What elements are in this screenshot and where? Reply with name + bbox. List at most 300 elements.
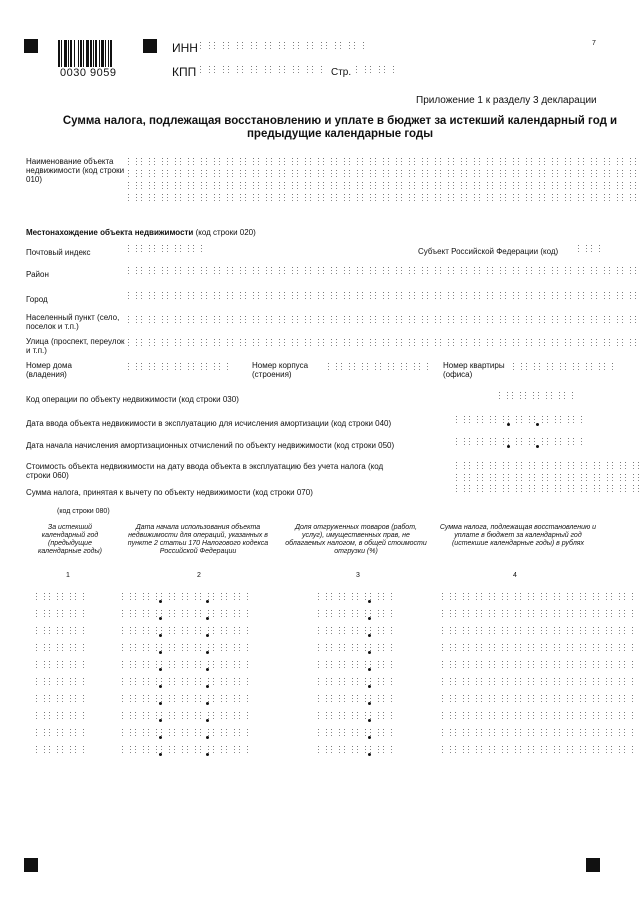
input-cell[interactable] <box>635 158 640 167</box>
input-cell[interactable] <box>624 712 633 726</box>
input-cell[interactable] <box>135 610 144 624</box>
input-cell[interactable] <box>256 42 266 53</box>
input-cell[interactable] <box>520 712 529 726</box>
input-cell[interactable] <box>141 194 150 203</box>
input-cell[interactable] <box>482 485 491 496</box>
input-cell[interactable] <box>135 695 144 709</box>
input-cell[interactable] <box>505 267 514 278</box>
input-cell[interactable] <box>570 339 579 350</box>
input-cell[interactable] <box>531 182 540 191</box>
input-cell[interactable] <box>258 267 267 278</box>
input-cell[interactable] <box>456 416 465 427</box>
input-cell[interactable] <box>622 170 631 179</box>
input-cell[interactable] <box>174 593 183 607</box>
input-cell[interactable] <box>357 661 366 675</box>
input-cell[interactable] <box>271 339 280 350</box>
input-cell[interactable] <box>585 746 594 760</box>
input-cell[interactable] <box>560 416 569 427</box>
input-cell[interactable] <box>362 292 371 303</box>
input-cell[interactable] <box>531 158 540 167</box>
input-cell[interactable] <box>560 485 569 496</box>
input-cell[interactable] <box>232 158 241 167</box>
input-cell[interactable] <box>383 678 392 692</box>
input-cell[interactable] <box>370 695 379 709</box>
input-cell[interactable] <box>370 593 379 607</box>
input-cell[interactable] <box>161 678 170 692</box>
input-cell[interactable] <box>559 729 568 743</box>
input-cell[interactable] <box>599 462 608 471</box>
input-cell[interactable] <box>318 644 327 658</box>
input-cell[interactable] <box>141 292 150 303</box>
input-cell[interactable] <box>598 746 607 760</box>
input-cell[interactable] <box>128 158 137 167</box>
input-cell[interactable] <box>258 158 267 167</box>
input-cell[interactable] <box>318 610 327 624</box>
input-cell[interactable] <box>466 158 475 167</box>
table-column-1-cells[interactable] <box>36 593 84 760</box>
input-cell[interactable] <box>572 746 581 760</box>
input-cell[interactable] <box>624 661 633 675</box>
input-cell[interactable] <box>206 316 215 327</box>
input-cell[interactable] <box>36 729 45 743</box>
input-cell[interactable] <box>624 678 633 692</box>
input-cell[interactable] <box>481 644 490 658</box>
input-cell[interactable] <box>349 194 358 203</box>
input-cell[interactable] <box>585 644 594 658</box>
input-cell[interactable] <box>596 316 605 327</box>
input-cell[interactable] <box>161 746 170 760</box>
input-cell[interactable] <box>62 661 71 675</box>
input-cell[interactable] <box>508 485 517 496</box>
input-cell[interactable] <box>479 182 488 191</box>
input-cell[interactable] <box>270 66 280 77</box>
input-cell[interactable] <box>245 182 254 191</box>
input-cell[interactable] <box>520 695 529 709</box>
input-cell[interactable] <box>62 712 71 726</box>
input-cell[interactable] <box>148 712 157 726</box>
commissioning-date-cells[interactable] <box>456 416 582 427</box>
input-cell[interactable] <box>349 158 358 167</box>
input-cell[interactable] <box>442 644 451 658</box>
input-cell[interactable] <box>468 644 477 658</box>
input-cell[interactable] <box>469 438 478 449</box>
input-cell[interactable] <box>357 695 366 709</box>
input-cell[interactable] <box>62 746 71 760</box>
input-cell[interactable] <box>297 194 306 203</box>
input-cell[interactable] <box>401 158 410 167</box>
input-cell[interactable] <box>414 170 423 179</box>
input-cell[interactable] <box>167 182 176 191</box>
table-column-2-cells[interactable] <box>122 593 248 760</box>
input-cell[interactable] <box>598 712 607 726</box>
input-cell[interactable] <box>180 170 189 179</box>
input-cell[interactable] <box>148 746 157 760</box>
input-cell[interactable] <box>466 292 475 303</box>
input-cell[interactable] <box>596 158 605 167</box>
input-cell[interactable] <box>193 363 202 374</box>
input-cell[interactable] <box>525 392 534 403</box>
input-cell[interactable] <box>62 678 71 692</box>
input-cell[interactable] <box>596 292 605 303</box>
input-cell[interactable] <box>148 610 157 624</box>
input-cell[interactable] <box>622 182 631 191</box>
input-cell[interactable] <box>318 661 327 675</box>
input-cell[interactable] <box>36 712 45 726</box>
input-cell[interactable] <box>557 339 566 350</box>
input-cell[interactable] <box>213 627 222 641</box>
input-cell[interactable] <box>298 66 308 77</box>
input-cell[interactable] <box>518 267 527 278</box>
input-cell[interactable] <box>518 339 527 350</box>
input-cell[interactable] <box>200 42 210 53</box>
input-cell[interactable] <box>508 474 517 483</box>
input-cell[interactable] <box>49 610 58 624</box>
input-cell[interactable] <box>148 627 157 641</box>
input-cell[interactable] <box>318 729 327 743</box>
input-cell[interactable] <box>375 182 384 191</box>
input-cell[interactable] <box>559 746 568 760</box>
input-cell[interactable] <box>609 267 618 278</box>
input-cell[interactable] <box>507 712 516 726</box>
input-cell[interactable] <box>609 170 618 179</box>
input-cell[interactable] <box>624 729 633 743</box>
input-cell[interactable] <box>570 158 579 167</box>
input-cell[interactable] <box>507 695 516 709</box>
input-cell[interactable] <box>226 644 235 658</box>
input-cell[interactable] <box>611 712 620 726</box>
input-cell[interactable] <box>560 438 569 449</box>
apartment-cells[interactable] <box>513 363 613 374</box>
input-cell[interactable] <box>193 158 202 167</box>
input-cell[interactable] <box>469 416 478 427</box>
input-cell[interactable] <box>323 267 332 278</box>
input-cell[interactable] <box>624 644 633 658</box>
input-cell[interactable] <box>557 170 566 179</box>
input-cell[interactable] <box>481 678 490 692</box>
city-cells[interactable] <box>128 292 640 303</box>
input-cell[interactable] <box>546 746 555 760</box>
input-cell[interactable] <box>128 267 137 278</box>
input-cell[interactable] <box>481 729 490 743</box>
input-cell[interactable] <box>538 392 547 403</box>
input-cell[interactable] <box>559 678 568 692</box>
input-cell[interactable] <box>310 267 319 278</box>
input-cell[interactable] <box>270 42 280 53</box>
input-cell[interactable] <box>586 474 595 483</box>
input-cell[interactable] <box>518 170 527 179</box>
input-cell[interactable] <box>508 462 517 471</box>
input-cell[interactable] <box>393 363 402 374</box>
input-cell[interactable] <box>521 462 530 471</box>
input-cell[interactable] <box>544 316 553 327</box>
input-cell[interactable] <box>609 339 618 350</box>
input-cell[interactable] <box>375 316 384 327</box>
input-cell[interactable] <box>539 363 548 374</box>
input-cell[interactable] <box>583 339 592 350</box>
input-cell[interactable] <box>456 462 465 471</box>
input-cell[interactable] <box>495 438 504 449</box>
input-cell[interactable] <box>534 474 543 483</box>
input-cell[interactable] <box>505 194 514 203</box>
input-cell[interactable] <box>370 746 379 760</box>
input-cell[interactable] <box>557 182 566 191</box>
input-cell[interactable] <box>521 485 530 496</box>
input-cell[interactable] <box>49 678 58 692</box>
input-cell[interactable] <box>570 267 579 278</box>
input-cell[interactable] <box>442 678 451 692</box>
input-cell[interactable] <box>271 170 280 179</box>
input-cell[interactable] <box>75 729 84 743</box>
input-cell[interactable] <box>494 661 503 675</box>
input-cell[interactable] <box>565 363 574 374</box>
input-cell[interactable] <box>141 363 150 374</box>
input-cell[interactable] <box>583 170 592 179</box>
input-cell[interactable] <box>598 729 607 743</box>
input-cell[interactable] <box>442 695 451 709</box>
input-cell[interactable] <box>284 292 293 303</box>
input-cell[interactable] <box>427 316 436 327</box>
input-cell[interactable] <box>187 695 196 709</box>
input-cell[interactable] <box>611 746 620 760</box>
input-cell[interactable] <box>154 363 163 374</box>
input-cell[interactable] <box>559 593 568 607</box>
input-cell[interactable] <box>271 267 280 278</box>
input-cell[interactable] <box>239 729 248 743</box>
input-cell[interactable] <box>507 661 516 675</box>
input-cell[interactable] <box>135 678 144 692</box>
input-cell[interactable] <box>128 170 137 179</box>
input-cell[interactable] <box>456 474 465 483</box>
input-cell[interactable] <box>622 267 631 278</box>
input-cell[interactable] <box>611 729 620 743</box>
input-cell[interactable] <box>357 593 366 607</box>
input-cell[interactable] <box>326 42 336 53</box>
input-cell[interactable] <box>148 661 157 675</box>
input-cell[interactable] <box>245 267 254 278</box>
input-cell[interactable] <box>560 474 569 483</box>
input-cell[interactable] <box>442 593 451 607</box>
input-cell[interactable] <box>533 610 542 624</box>
input-cell[interactable] <box>370 712 379 726</box>
input-cell[interactable] <box>520 678 529 692</box>
input-cell[interactable] <box>49 644 58 658</box>
input-cell[interactable] <box>271 182 280 191</box>
input-cell[interactable] <box>591 363 600 374</box>
input-cell[interactable] <box>573 485 582 496</box>
input-cell[interactable] <box>331 661 340 675</box>
input-cell[interactable] <box>492 267 501 278</box>
input-cell[interactable] <box>148 593 157 607</box>
input-cell[interactable] <box>383 593 392 607</box>
input-cell[interactable] <box>154 316 163 327</box>
input-cell[interactable] <box>609 182 618 191</box>
input-cell[interactable] <box>585 678 594 692</box>
input-cell[interactable] <box>559 712 568 726</box>
input-cell[interactable] <box>297 158 306 167</box>
input-cell[interactable] <box>546 729 555 743</box>
input-cell[interactable] <box>583 194 592 203</box>
input-cell[interactable] <box>141 316 150 327</box>
input-cell[interactable] <box>526 363 535 374</box>
input-cell[interactable] <box>479 292 488 303</box>
input-cell[interactable] <box>533 678 542 692</box>
input-cell[interactable] <box>135 661 144 675</box>
input-cell[interactable] <box>36 661 45 675</box>
input-cell[interactable] <box>271 158 280 167</box>
input-cell[interactable] <box>383 712 392 726</box>
input-cell[interactable] <box>442 712 451 726</box>
input-cell[interactable] <box>36 610 45 624</box>
input-cell[interactable] <box>546 678 555 692</box>
input-cell[interactable] <box>442 627 451 641</box>
input-cell[interactable] <box>219 316 228 327</box>
input-cell[interactable] <box>499 392 508 403</box>
input-cell[interactable] <box>122 678 131 692</box>
input-cell[interactable] <box>344 627 353 641</box>
input-cell[interactable] <box>49 661 58 675</box>
input-cell[interactable] <box>611 610 620 624</box>
input-cell[interactable] <box>427 267 436 278</box>
input-cell[interactable] <box>180 182 189 191</box>
input-cell[interactable] <box>336 194 345 203</box>
input-cell[interactable] <box>336 292 345 303</box>
input-cell[interactable] <box>161 644 170 658</box>
input-cell[interactable] <box>154 194 163 203</box>
input-cell[interactable] <box>598 627 607 641</box>
input-cell[interactable] <box>453 339 462 350</box>
input-cell[interactable] <box>440 194 449 203</box>
input-cell[interactable] <box>219 363 228 374</box>
input-cell[interactable] <box>180 339 189 350</box>
input-cell[interactable] <box>570 170 579 179</box>
input-cell[interactable] <box>128 194 137 203</box>
input-cell[interactable] <box>573 474 582 483</box>
input-cell[interactable] <box>349 339 358 350</box>
input-cell[interactable] <box>442 661 451 675</box>
input-cell[interactable] <box>228 42 238 53</box>
input-cell[interactable] <box>427 292 436 303</box>
input-cell[interactable] <box>419 363 428 374</box>
input-cell[interactable] <box>228 66 238 77</box>
input-cell[interactable] <box>258 292 267 303</box>
input-cell[interactable] <box>318 695 327 709</box>
input-cell[interactable] <box>331 644 340 658</box>
input-cell[interactable] <box>284 158 293 167</box>
input-cell[interactable] <box>375 339 384 350</box>
input-cell[interactable] <box>455 644 464 658</box>
input-cell[interactable] <box>154 182 163 191</box>
input-cell[interactable] <box>401 339 410 350</box>
table-column-4-cells[interactable] <box>442 593 633 760</box>
input-cell[interactable] <box>174 610 183 624</box>
input-cell[interactable] <box>557 316 566 327</box>
input-cell[interactable] <box>546 712 555 726</box>
input-cell[interactable] <box>547 462 556 471</box>
input-cell[interactable] <box>573 416 582 427</box>
input-cell[interactable] <box>180 267 189 278</box>
input-cell[interactable] <box>533 593 542 607</box>
input-cell[interactable] <box>357 644 366 658</box>
input-cell[interactable] <box>455 593 464 607</box>
input-cell[interactable] <box>583 158 592 167</box>
input-cell[interactable] <box>442 729 451 743</box>
input-cell[interactable] <box>505 292 514 303</box>
input-cell[interactable] <box>533 644 542 658</box>
input-cell[interactable] <box>609 158 618 167</box>
input-cell[interactable] <box>533 627 542 641</box>
table-column-3-cells[interactable] <box>318 593 392 760</box>
input-cell[interactable] <box>388 316 397 327</box>
input-cell[interactable] <box>318 746 327 760</box>
input-cell[interactable] <box>49 593 58 607</box>
input-cell[interactable] <box>611 644 620 658</box>
input-cell[interactable] <box>612 462 621 471</box>
input-cell[interactable] <box>245 339 254 350</box>
input-cell[interactable] <box>370 627 379 641</box>
input-cell[interactable] <box>572 695 581 709</box>
input-cell[interactable] <box>599 474 608 483</box>
input-cell[interactable] <box>284 170 293 179</box>
input-cell[interactable] <box>226 661 235 675</box>
input-cell[interactable] <box>383 746 392 760</box>
settlement-cells[interactable] <box>128 316 640 327</box>
input-cell[interactable] <box>512 392 521 403</box>
input-cell[interactable] <box>49 729 58 743</box>
input-cell[interactable] <box>414 267 423 278</box>
input-cell[interactable] <box>598 644 607 658</box>
input-cell[interactable] <box>599 485 608 496</box>
input-cell[interactable] <box>427 182 436 191</box>
input-cell[interactable] <box>122 644 131 658</box>
input-cell[interactable] <box>226 610 235 624</box>
input-cell[interactable] <box>174 695 183 709</box>
input-cell[interactable] <box>336 267 345 278</box>
input-cell[interactable] <box>239 712 248 726</box>
input-cell[interactable] <box>622 194 631 203</box>
input-cell[interactable] <box>468 610 477 624</box>
input-cell[interactable] <box>507 678 516 692</box>
input-cell[interactable] <box>161 661 170 675</box>
input-cell[interactable] <box>344 729 353 743</box>
input-cell[interactable] <box>625 485 634 496</box>
input-cell[interactable] <box>481 627 490 641</box>
input-cell[interactable] <box>572 712 581 726</box>
input-cell[interactable] <box>122 627 131 641</box>
input-cell[interactable] <box>331 695 340 709</box>
input-cell[interactable] <box>427 170 436 179</box>
input-cell[interactable] <box>388 158 397 167</box>
input-cell[interactable] <box>362 339 371 350</box>
input-cell[interactable] <box>323 316 332 327</box>
input-cell[interactable] <box>570 194 579 203</box>
input-cell[interactable] <box>226 695 235 709</box>
input-cell[interactable] <box>466 182 475 191</box>
input-cell[interactable] <box>75 695 84 709</box>
input-cell[interactable] <box>193 182 202 191</box>
input-cell[interactable] <box>492 316 501 327</box>
input-cell[interactable] <box>375 158 384 167</box>
input-cell[interactable] <box>455 712 464 726</box>
street-cells[interactable] <box>128 339 640 350</box>
input-cell[interactable] <box>245 316 254 327</box>
input-cell[interactable] <box>161 627 170 641</box>
district-cells[interactable] <box>128 267 640 278</box>
input-cell[interactable] <box>344 695 353 709</box>
input-cell[interactable] <box>354 42 364 53</box>
input-cell[interactable] <box>239 661 248 675</box>
input-cell[interactable] <box>468 678 477 692</box>
input-cell[interactable] <box>284 66 294 77</box>
